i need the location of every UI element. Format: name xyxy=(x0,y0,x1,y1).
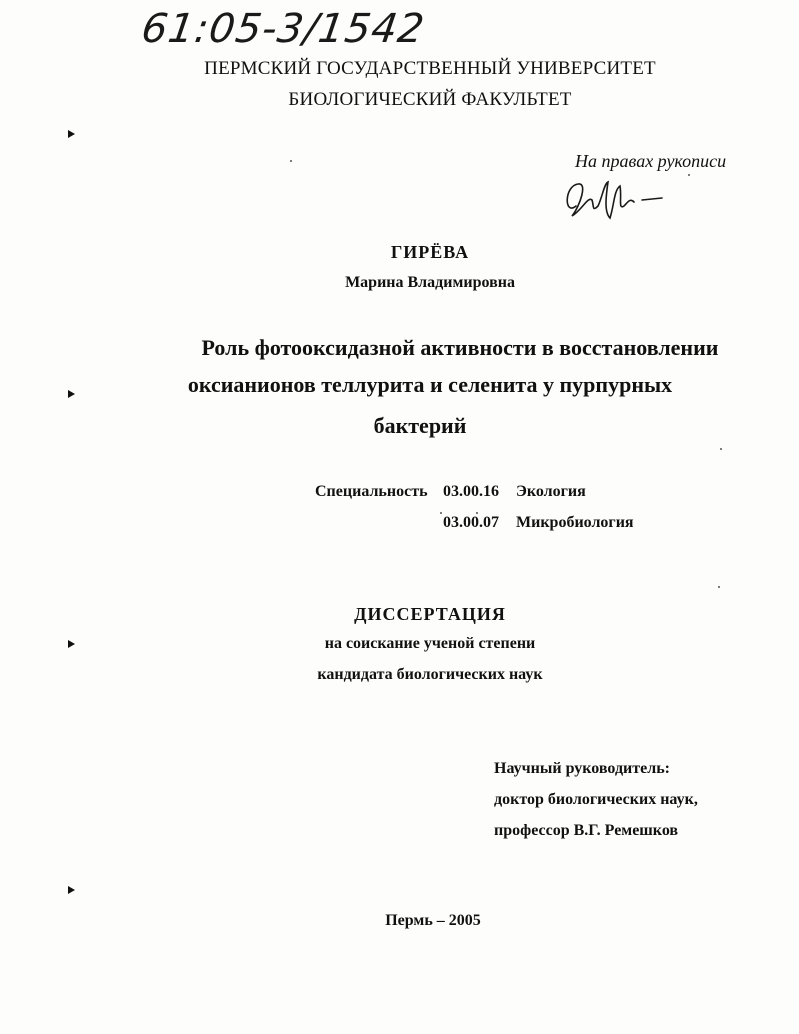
document-type: ДИССЕРТАЦИЯ xyxy=(354,604,506,624)
scan-speck xyxy=(290,160,292,162)
binding-hole-mark xyxy=(66,638,78,650)
scan-speck xyxy=(440,512,442,514)
thesis-title-line-2: оксианионов теллурита и селенита у пурпурных xyxy=(187,372,673,397)
degree-line-2: кандидата биологических наук xyxy=(317,666,543,683)
specialty-name: Микробиология xyxy=(516,514,634,531)
scan-speck xyxy=(688,174,690,176)
supervisor-name: профессор В.Г. Ремешков xyxy=(494,822,679,839)
faculty-name: БИОЛОГИЧЕСКИЙ ФАКУЛЬТЕТ xyxy=(288,89,572,110)
city-year: Пермь – 2005 xyxy=(385,912,481,929)
scan-speck xyxy=(476,512,478,514)
binding-hole-mark xyxy=(66,128,78,140)
signature-scribble xyxy=(562,176,672,226)
specialty-label: Специальность xyxy=(315,483,428,500)
scan-speck xyxy=(720,448,722,450)
scan-speck xyxy=(718,586,720,588)
degree-line-1: на соискание ученой степени xyxy=(324,635,536,652)
thesis-title-line-1: Роль фотооксидазной активности в восстановлении xyxy=(201,335,719,360)
university-name: ПЕРМСКИЙ ГОСУДАРСТВЕННЫЙ УНИВЕРСИТЕТ xyxy=(204,58,656,79)
specialty-code: 03.00.07 xyxy=(443,514,499,531)
binding-hole-mark xyxy=(66,884,78,896)
specialty-name: Экология xyxy=(516,483,586,500)
binding-hole-mark xyxy=(66,388,78,400)
supervisor-heading: Научный руководитель: xyxy=(494,760,670,777)
supervisor-degree: доктор биологических наук, xyxy=(494,791,698,808)
archive-number: 61:05-3/1542 xyxy=(138,6,428,52)
specialty-code: 03.00.16 xyxy=(443,483,499,500)
manuscript-rights: На правах рукописи xyxy=(575,151,727,171)
author-given-names: Марина Владимировна xyxy=(345,274,515,291)
author-surname: ГИРЁВА xyxy=(390,242,470,262)
thesis-title-line-3: бактерий xyxy=(373,413,467,438)
